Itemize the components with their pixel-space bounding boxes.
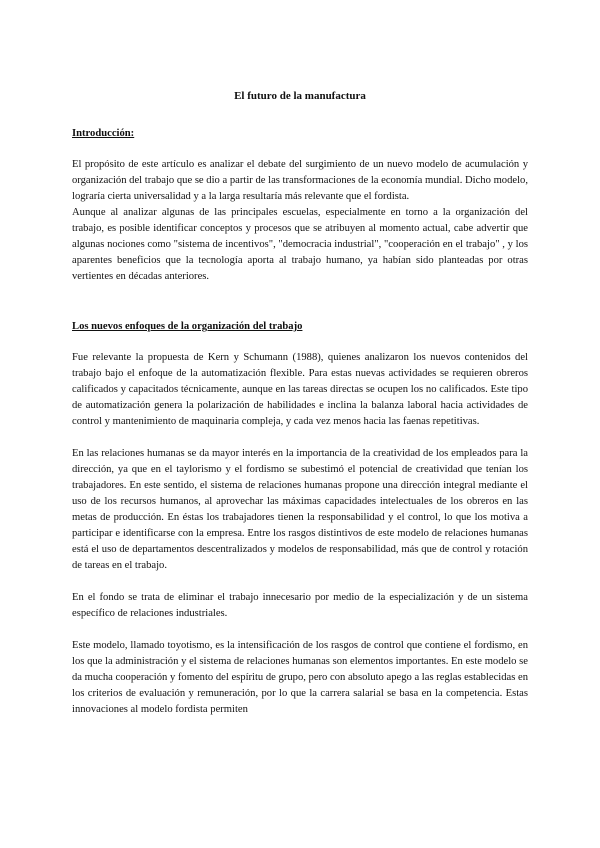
paragraph: Aunque al analizar algunas de las principales escuelas, especialmente en torno a la organización del trabajo, es posible identificar conceptos y procesos que se atribuyen al momento actual, cabe advertir que algunas nociones como "sistema de incentivos", "democracia industrial", "cooperación en el trabajo" , y los aparentes beneficios que la tecnología aporta al trabajo humano, ya habían sido planteadas por otras vertientes en décadas anteriores. <box>72 207 528 282</box>
paragraph: Fue relevante la propuesta de Kern y Schumann (1988), quienes analizaron los nuevos contenidos del trabajo bajo el enfoque de la automatización flexible. Para estas nuevas actividades se requieren obreros calificados y capacitados técnicamente, aunque en las tareas directas se ocupen los no calificados. Este tipo de automatización genera la polarización de habilidades e inclina la balanza laboral hacia actividades de control y mantenimiento de maquinaria compleja, y cada vez menos hacia las faenas repetitivas. <box>72 352 528 427</box>
paragraph: En las relaciones humanas se da mayor interés en la importancia de la creatividad de los empleados para la dirección, ya que en el taylorismo y el fordismo se subestimó el potencial de creatividad que tenían los trabajadores. En este sentido, el sistema de relaciones humanas propone una dirección integral mediante el uso de los recursos humanos, al aprovechar las máximas capacidades intelectuales de los obreros en las metas de producción. En éstas los trabajadores tienen la responsabilidad y el control, lo que los motiva a participar e identificarse con la empresa. Entre los rasgos distintivos de este modelo de relaciones humanas está el uso de departamentos descentralizados y modelos de responsabilidad, más que de control y rotación de tareas en el trabajo. <box>72 448 528 571</box>
document-title: El futuro de la manufactura <box>234 90 366 102</box>
section-introduction <box>72 126 528 285</box>
paragraph: Este modelo, llamado toyotismo, es la intensificación de los rasgos de control que contiene el fordismo, en los que la administración y el sistema de relaciones humanas son elementos importantes. En este modelo se da mucha cooperación y fomento del espíritu de grupo, pero con absoluto apego a las reglas establecidas en los criterios de evaluación y remuneración, por lo que la carrera salarial se basa en la competencia. Estas innovaciones al modelo fordista permiten <box>72 640 528 715</box>
paragraph: En el fondo se trata de eliminar el trabajo innecesario por medio de la especialización y de un sistema específico de relaciones industriales. <box>72 592 528 619</box>
section-heading-nuevos-enfoques: Los nuevos enfoques de la organización del trabajo <box>72 321 303 332</box>
paragraph: El propósito de este artículo es analizar el debate del surgimiento de un nuevo modelo de acumulación y organización del trabajo que se dio a partir de las transformaciones de la economía mundial. Dicho modelo, lograría cierta universalidad y a la larga resultaría más relevante que el fordista. <box>72 159 528 202</box>
section-nuevos-enfoques <box>72 319 528 718</box>
document-page <box>72 88 528 718</box>
section-heading-introduction: Introducción: <box>72 128 135 139</box>
